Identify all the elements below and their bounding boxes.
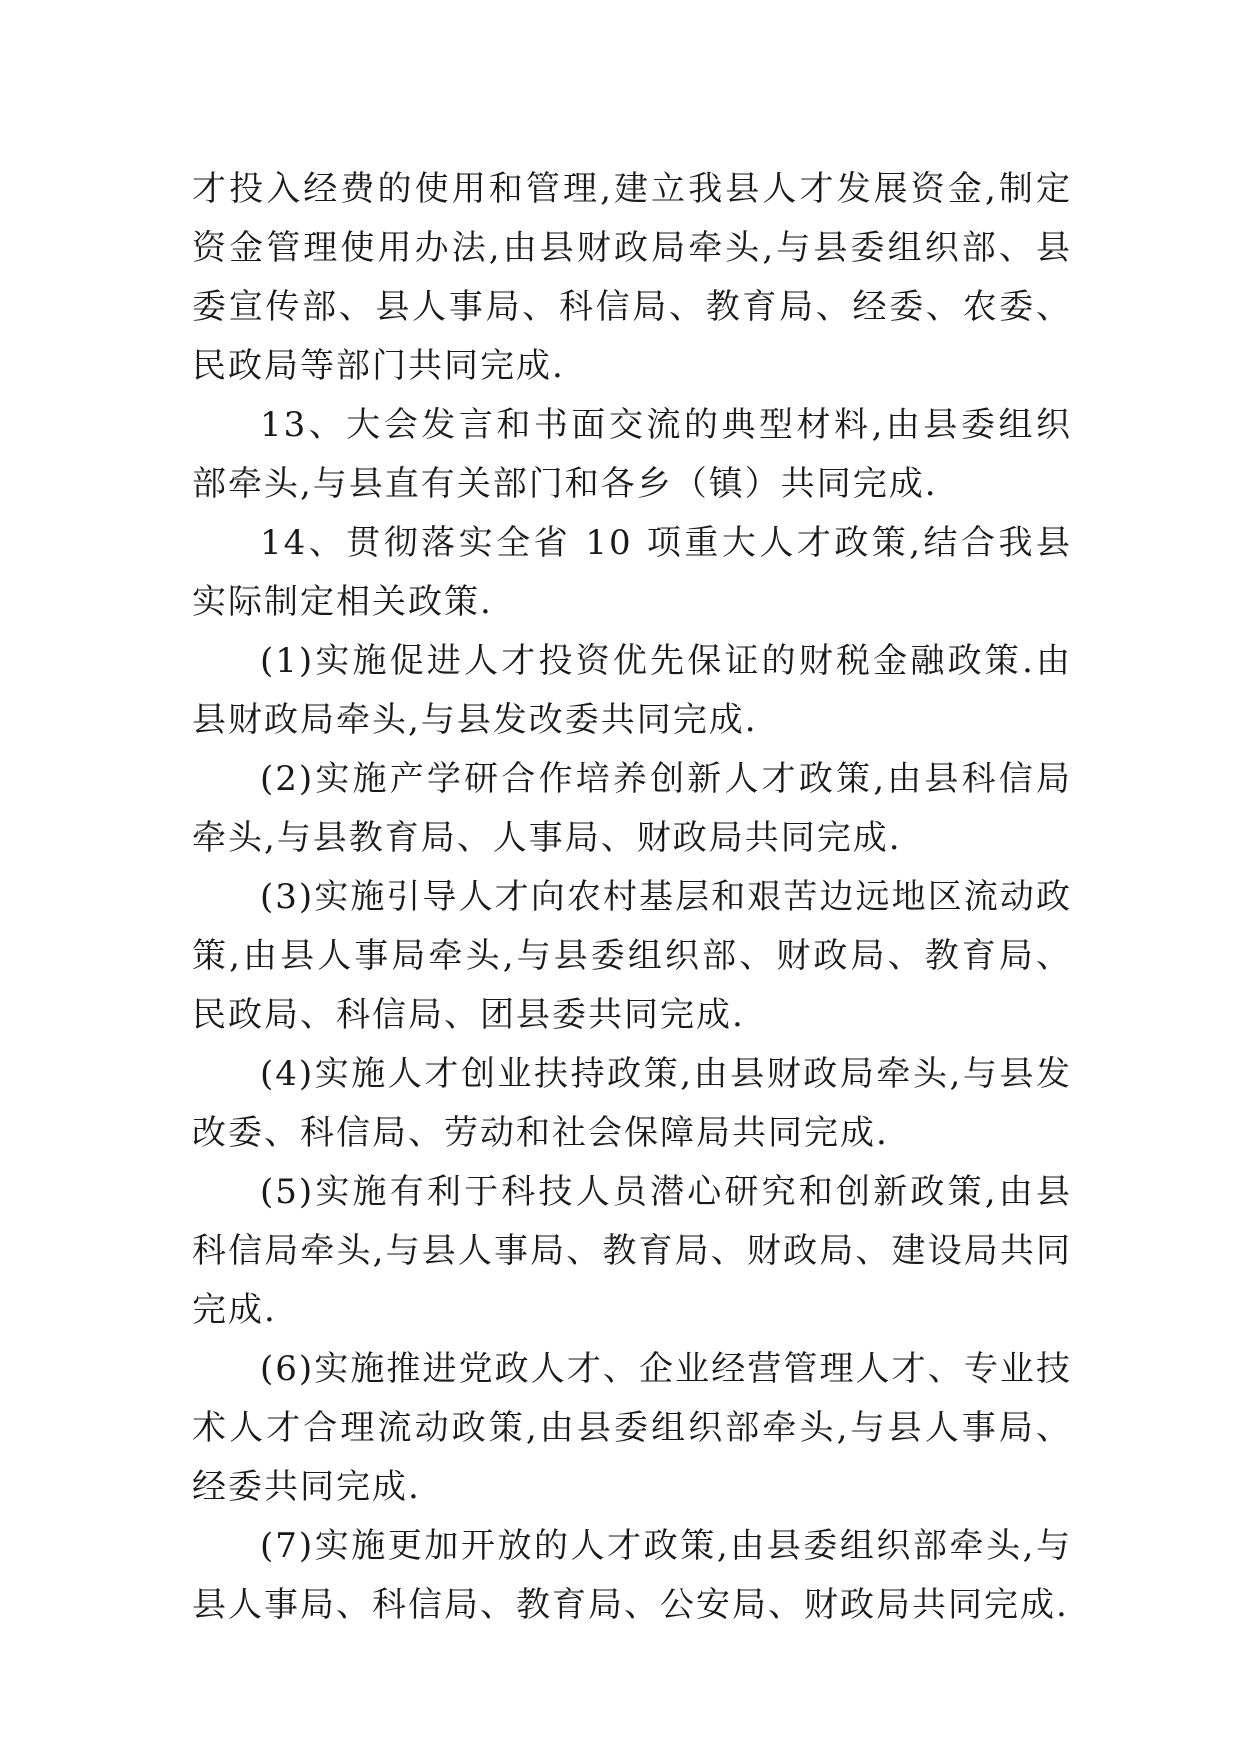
paragraph-subitem-7: (7)实施更加开放的人才政策,由县委组织部牵头,与县人事局、科信局、教育局、公安局、财政局共同完成. — [192, 1526, 1072, 1625]
paragraph-subitem-2: (2)实施产学研合作培养创新人才政策,由县科信局牵头,与县教育局、人事局、财政局共同完成. — [192, 759, 1072, 858]
paragraph-subitem-6: (6)实施推进党政人才、企业经营管理人才、专业技术人才合理流动政策,由县委组织部牵头,与县人事局、经委共同完成. — [192, 1349, 1072, 1507]
paragraph-subitem-4: (4)实施人才创业扶持政策,由县财政局牵头,与县发改委、科信局、劳动和社会保障局共同完成. — [192, 1054, 1072, 1153]
paragraph-subitem-3: (3)实施引导人才向农村基层和艰苦边远地区流动政策,由县人事局牵头,与县委组织部、财政局、教育局、民政局、科信局、团县委共同完成. — [192, 877, 1072, 1035]
paragraph-subitem-1: (1)实施促进人才投资优先保证的财税金融政策.由县财政局牵头,与县发改委共同完成. — [192, 641, 1072, 740]
paragraph-subitem-5: (5)实施有利于科技人员潜心研究和创新政策,由县科信局牵头,与县人事局、教育局、财政局、建设局共同完成. — [192, 1172, 1072, 1330]
document-body — [192, 160, 1072, 1635]
paragraph-continuation: 才投入经费的使用和管理,建立我县人才发展资金,制定资金管理使用办法,由县财政局牵头,与县委组织部、县委宣传部、县人事局、科信局、教育局、经委、农委、民政局等部门共同完成. — [192, 169, 1072, 386]
paragraph-item-13: 13、大会发言和书面交流的典型材料,由县委组织部牵头,与县直有关部门和各乡（镇）共同完成. — [192, 405, 1072, 504]
paragraph-item-14: 14、贯彻落实全省 10 项重大人才政策,结合我县实际制定相关政策. — [192, 523, 1072, 622]
